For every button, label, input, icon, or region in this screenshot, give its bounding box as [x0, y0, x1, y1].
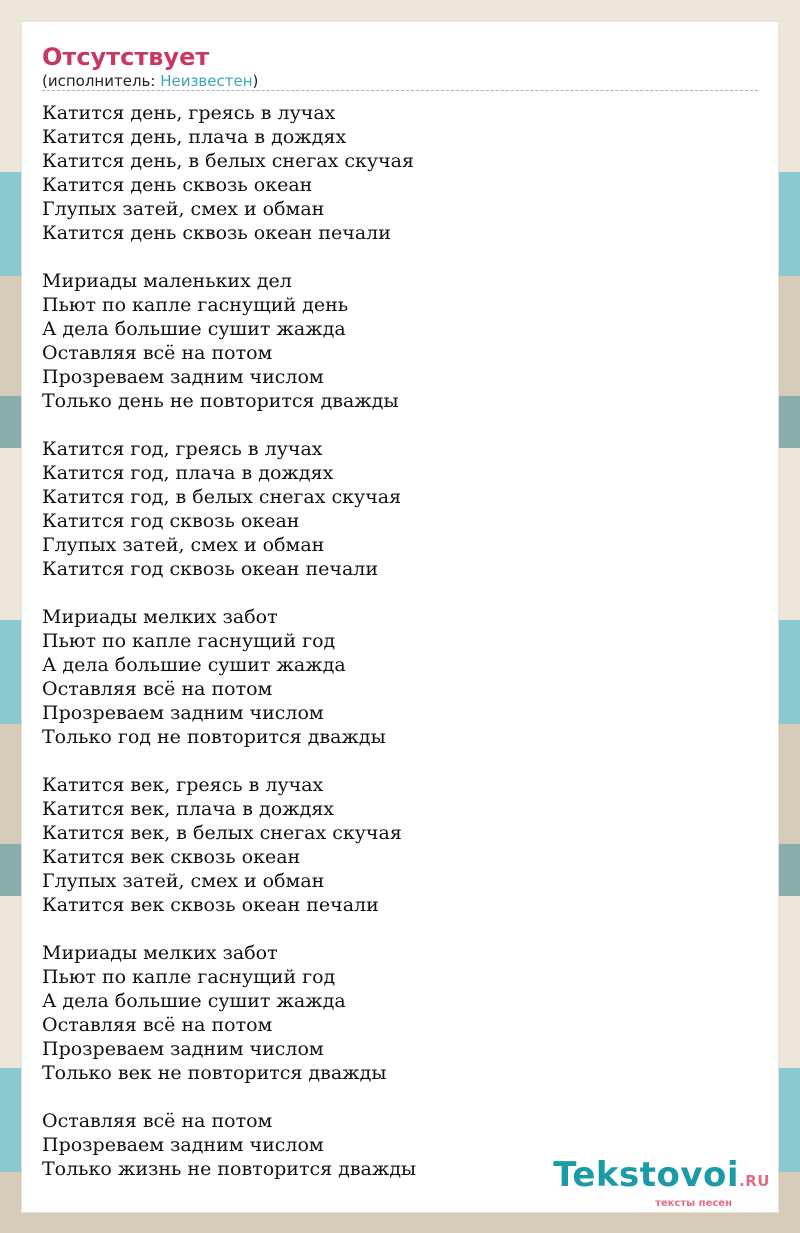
lyric-line: Оставляя всё на потом — [42, 678, 273, 700]
logo-wordmark — [553, 1155, 770, 1198]
lyric-line: Катится день, греясь в лучах — [42, 102, 336, 124]
lyric-line: Катится год, в белых снегах скучая — [42, 486, 402, 508]
lyric-line: Катится день, в белых снегах скучая — [42, 150, 414, 172]
lyric-line: Глупых затей, смех и обман — [42, 870, 325, 892]
lyric-line: Прозреваем задним числом — [42, 702, 324, 724]
artist-prefix: (исполнитель: — [42, 72, 161, 90]
lyric-line: Только век не повторится дважды — [42, 1062, 387, 1084]
lyric-line: Катится год сквозь океан печали — [42, 558, 379, 580]
lyric-line: Мириады мелких забот — [42, 606, 278, 628]
lyric-line: Только жизнь не повторится дважды — [42, 1158, 417, 1180]
artist-line — [42, 72, 258, 90]
logo-name: Tekstovoi — [553, 1155, 740, 1195]
lyric-line: А дела большие сушит жажда — [42, 654, 346, 676]
site-logo[interactable] — [553, 1155, 770, 1210]
lyric-line: Оставляя всё на потом — [42, 342, 273, 364]
lyric-line: Пьют по капле гаснущий год — [42, 630, 336, 652]
artist-suffix: ) — [252, 72, 259, 90]
lyric-line: Пьют по капле гаснущий год — [42, 966, 336, 988]
lyric-line: А дела большие сушит жажда — [42, 318, 346, 340]
lyric-line: Мириады маленьких дел — [42, 270, 292, 292]
lyric-line: Катится день, плача в дождях — [42, 126, 347, 148]
lyric-line: Катится год, плача в дождях — [42, 462, 334, 484]
title-divider — [42, 90, 758, 91]
lyric-line: Оставляя всё на потом — [42, 1014, 273, 1036]
lyric-line: Катится год, греясь в лучах — [42, 438, 323, 460]
lyric-line: Катится день сквозь океан — [42, 174, 313, 196]
stanza — [42, 941, 758, 1085]
lyric-line: Только год не повторится дважды — [42, 726, 386, 748]
song-title: Отсутствует — [42, 43, 210, 71]
logo-tagline: тексты песен — [655, 1198, 732, 1209]
stanza — [42, 437, 758, 581]
lyric-line: Глупых затей, смех и обман — [42, 534, 325, 556]
lyric-line: А дела большие сушит жажда — [42, 990, 346, 1012]
lyric-line: Оставляя всё на потом — [42, 1110, 273, 1132]
lyric-line: Прозреваем задним числом — [42, 1134, 324, 1156]
lyric-line: Мириады мелких забот — [42, 942, 278, 964]
lyric-line: Катится век сквозь океан печали — [42, 894, 379, 916]
lyrics-body — [42, 101, 758, 1205]
lyric-line: Пьют по капле гаснущий день — [42, 294, 349, 316]
logo-tld: .RU — [739, 1172, 770, 1190]
lyric-line: Прозреваем задним числом — [42, 1038, 324, 1060]
stanza — [42, 101, 758, 245]
lyric-line: Катится век, плача в дождях — [42, 798, 335, 820]
lyric-line: Катится год сквозь океан — [42, 510, 300, 532]
lyrics-card — [22, 22, 778, 1212]
lyric-line: Прозреваем задним числом — [42, 366, 324, 388]
lyric-line: Катится век, в белых снегах скучая — [42, 822, 402, 844]
lyric-line: Катится век сквозь океан — [42, 846, 301, 868]
artist-link[interactable]: Неизвестен — [160, 72, 253, 90]
stanza — [42, 269, 758, 413]
lyric-line: Катится день сквозь океан печали — [42, 222, 391, 244]
lyric-line: Катится век, греясь в лучах — [42, 774, 324, 796]
stanza — [42, 773, 758, 917]
lyric-line: Только день не повторится дважды — [42, 390, 399, 412]
stanza — [42, 605, 758, 749]
lyric-line: Глупых затей, смех и обман — [42, 198, 325, 220]
